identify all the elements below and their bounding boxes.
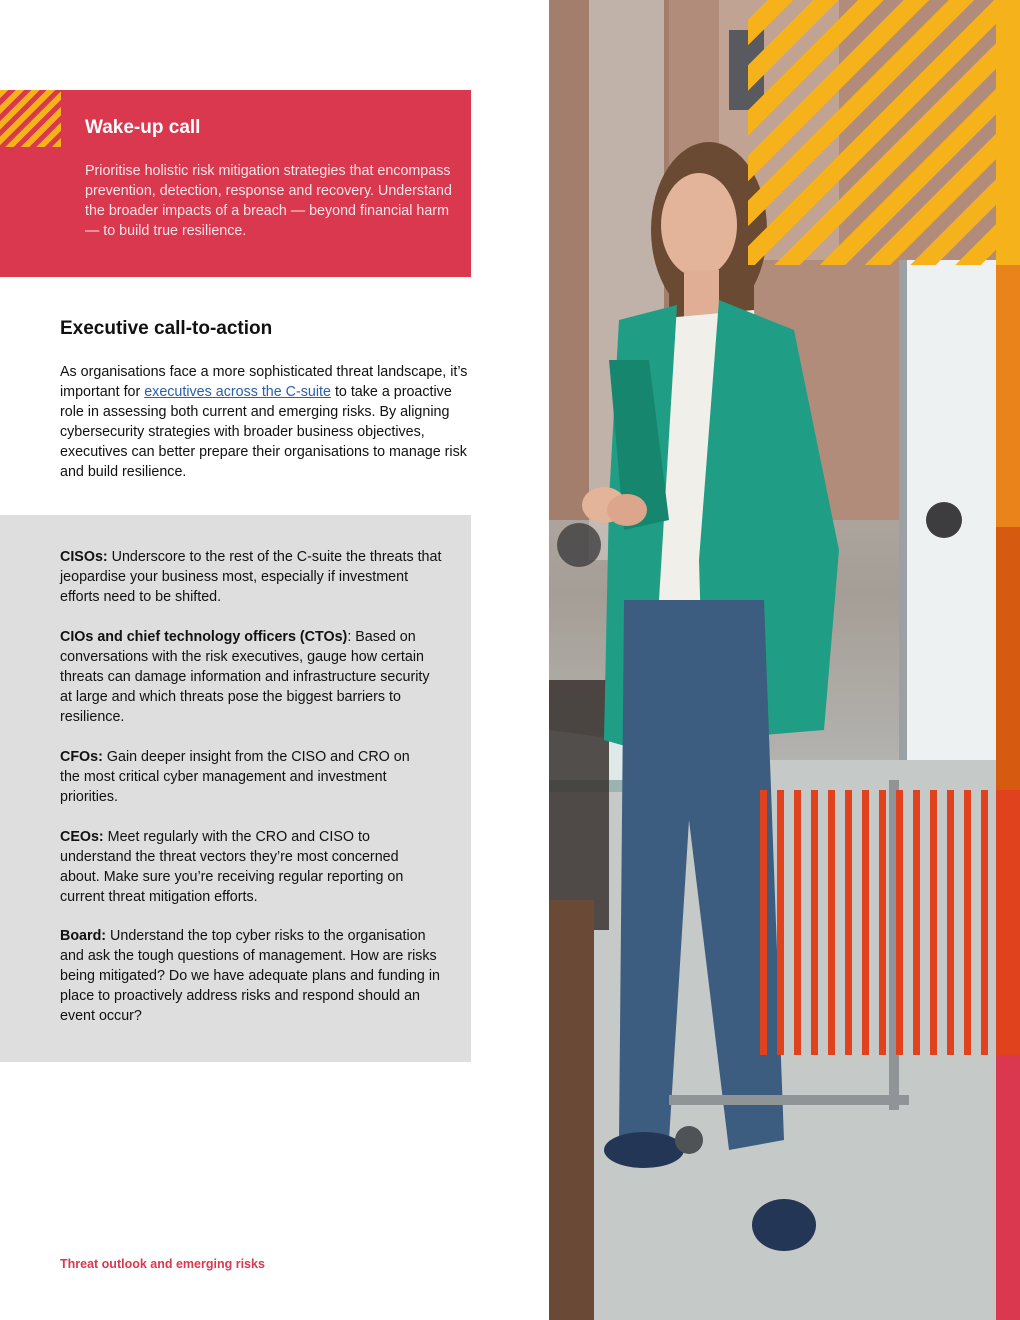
- role-cfos: [60, 747, 420, 807]
- edge-bar-orange: [996, 265, 1020, 527]
- red-stripe-overlay: [760, 790, 996, 1055]
- role-board: [60, 926, 445, 1026]
- person-shoe-left: [604, 1132, 684, 1168]
- edge-bar-dark-orange: [996, 527, 1020, 790]
- yellow-stripe-overlay: [748, 0, 996, 265]
- footer-section-title: Threat outlook and emerging risks: [60, 1257, 265, 1271]
- board-magnet: [926, 502, 962, 538]
- c-suite-link[interactable]: executives across the C-suite: [144, 384, 331, 400]
- role-text: Gain deeper insight from the CISO and CRO on the most critical cyber management and investment priorities.: [60, 749, 410, 805]
- executive-title: Executive call-to-action: [60, 318, 273, 339]
- edge-bar-red: [996, 1055, 1020, 1320]
- role-text: : Based on conversations with the risk executives, gauge how certain threats can damage information and infrastructure security at large and which threats pose the biggest barriers to resilience.: [60, 629, 430, 725]
- role-label: CISOs:: [60, 549, 108, 565]
- role-ceos: [60, 827, 430, 907]
- role-cios-ctos: [60, 627, 445, 727]
- executive-body: [60, 362, 475, 482]
- executive-body-intro: As organisations face a more sophisticated threat landscape, it’s important for: [60, 364, 468, 400]
- role-label: Board:: [60, 928, 107, 944]
- role-label: CIOs and chief technology officers (CTOs): [60, 629, 348, 645]
- executive-body-rest: to take a proactive role in assessing both current and emerging risks. By aligning cybersecurity strategies with broader business objectives, executives can better prepare their organisations to manage risk and build resilience.: [60, 384, 467, 480]
- wake-up-box-edge: [0, 147, 61, 277]
- chair: [549, 680, 609, 930]
- role-text: Meet regularly with the CRO and CISO to understand the threat vectors they’re most concerned about. Make sure you’re receiving regular reporting on current threat mitigation efforts.: [60, 829, 404, 905]
- wake-up-title: Wake-up call: [85, 117, 201, 138]
- role-label: CFOs:: [60, 749, 103, 765]
- wake-up-stripe-decoration: [0, 90, 61, 147]
- role-cisos: [60, 547, 445, 607]
- edge-bar-yellow: [996, 0, 1020, 265]
- edge-bar-red-orange: [996, 790, 1020, 1055]
- office-photo: [549, 0, 996, 1320]
- person-face: [661, 173, 737, 277]
- wake-up-body: Prioritise holistic risk mitigation strategies that encompass prevention, detection, response and recovery. Understand the broader impacts of a breach — beyond financial harm — to build true resilience.: [85, 163, 452, 239]
- role-label: CEOs:: [60, 829, 104, 845]
- role-text: Underscore to the rest of the C-suite the threats that jeopardise your business most, especially if investment efforts need to be shifted.: [60, 549, 442, 605]
- person-shoe-right: [752, 1199, 816, 1251]
- role-text: Understand the top cyber risks to the organisation and ask the tough questions of management. How are risks being mitigated? Do we have adequate plans and funding in place to proactively address risks and respond should an event occur?: [60, 928, 440, 1024]
